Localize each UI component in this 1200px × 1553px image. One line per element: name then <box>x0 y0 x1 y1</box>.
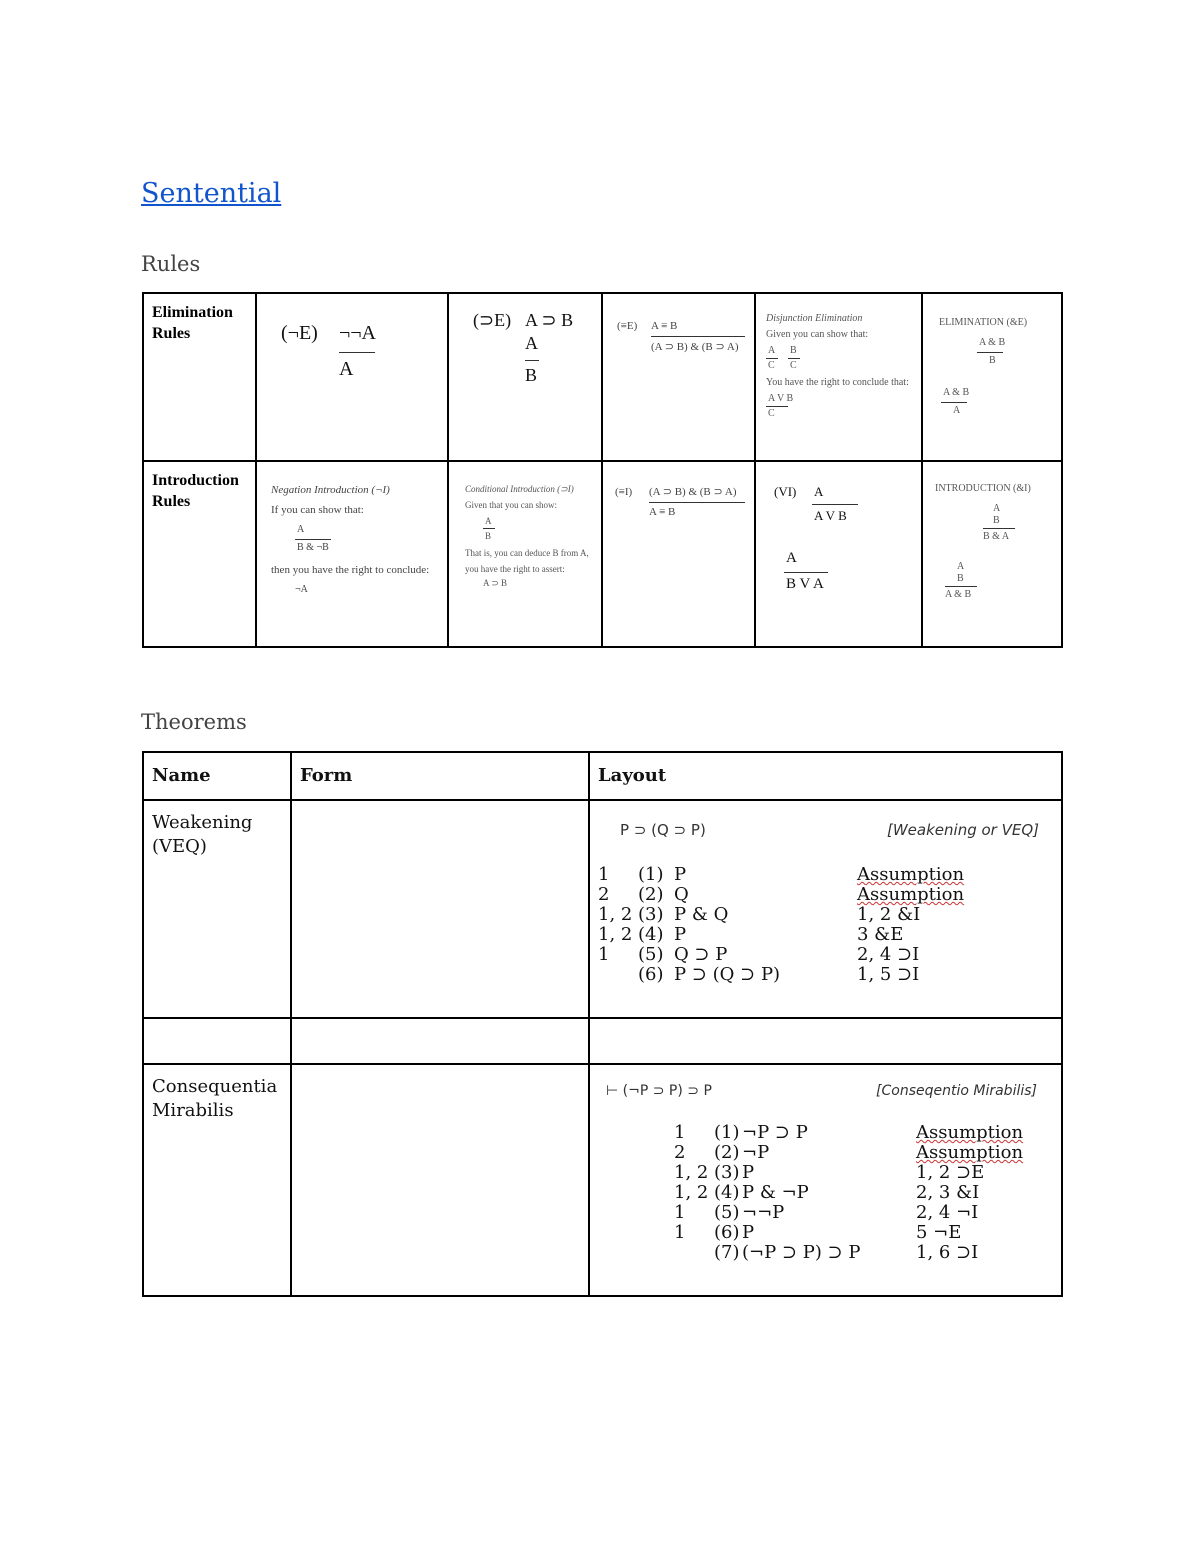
conj-intro-title: INTRODUCTION (&I) <box>935 483 1031 494</box>
consequentia-layout-cell <box>589 1064 1062 1296</box>
consequentia-proof-deps <box>674 1143 714 1163</box>
weakening-proof-formula-text: P <box>674 924 687 945</box>
disj-elim-line1: Given you can show that: <box>766 329 869 340</box>
bicond-elim-premise: A ≡ B <box>651 320 678 332</box>
weakening-proof-formula <box>674 965 857 985</box>
disj-elim-rule <box>764 302 913 452</box>
weakening-proof-formula-text: Q ⊃ P <box>674 944 728 965</box>
weakening-proof-deps-text: 1, 2 <box>598 904 633 925</box>
disj-intro-tag: (VI) <box>774 484 797 499</box>
consequentia-proof-justification-text: 5 ¬E <box>916 1222 962 1243</box>
weakening-proof-line-number <box>638 945 674 965</box>
weakening-proof-line-number-text: (4) <box>638 924 664 945</box>
name-column-header: Name <box>143 752 291 800</box>
weakening-name: Weakening (VEQ) <box>152 812 253 857</box>
consequentia-proof-line <box>674 1183 1004 1203</box>
disj-intro-c2: B V A <box>786 576 824 592</box>
neg-intro-title: Negation Introduction (¬I) <box>271 484 390 496</box>
weakening-proof-line <box>598 905 950 925</box>
cond-intro-line1: Given that you can show: <box>465 500 557 510</box>
conj-elim-bar1 <box>977 352 1003 353</box>
cond-intro-p2: B <box>485 531 492 541</box>
neg-intro-line2: then you have the right to conclude: <box>271 564 430 576</box>
weakening-proof-line-number-text: (1) <box>638 864 664 885</box>
consequentia-proof-formula-text: ¬P <box>742 1142 770 1163</box>
consequentia-proof-justification <box>916 1122 1024 1143</box>
conj-intro-p1: A <box>993 503 1001 514</box>
weakening-form-cell <box>291 800 589 1018</box>
conj-intro-bar1 <box>983 528 1015 529</box>
neg-intro-cell <box>256 461 448 647</box>
consequentia-proof-line-number-text: (5) <box>714 1202 740 1223</box>
disj-elim-line2: You have the right to conclude that: <box>766 377 909 388</box>
consequentia-proof-line-number-text: (7) <box>714 1242 740 1263</box>
weakening-proof-line <box>598 885 950 905</box>
weakening-proof-formula-text: P & Q <box>674 904 729 925</box>
consequentia-proof-deps-text: 1 <box>674 1202 686 1223</box>
neg-intro-line1: If you can show that: <box>271 504 364 516</box>
disj-intro-p2: A <box>786 550 797 566</box>
cond-intro-line3: you have the right to assert: <box>465 564 565 574</box>
weakening-proof-deps <box>598 965 638 985</box>
weakening-proof-formula-text: P <box>674 864 687 885</box>
rules-heading: Rules <box>141 252 201 276</box>
bicond-intro-conclusion: A ≡ B <box>649 506 676 518</box>
conj-elim-cell <box>922 293 1062 461</box>
consequentia-proof-justification <box>916 1163 1004 1183</box>
disj-elim-p2b: C <box>790 360 797 371</box>
weakening-proof-justification-text: Assumption <box>857 884 965 905</box>
weakening-proof-line-number <box>638 885 674 905</box>
consequentia-proof-line <box>674 1143 1004 1163</box>
empty-name-cell <box>143 1018 291 1064</box>
consequentia-proof-deps-text: 2 <box>674 1142 686 1163</box>
consequentia-proof-line-number <box>714 1243 742 1263</box>
weakening-layout-cell <box>589 800 1062 1018</box>
cond-intro-p1: A <box>485 516 492 526</box>
weakening-proof-line-number-text: (2) <box>638 884 664 905</box>
cond-elim-premise1: A ⊃ B <box>525 310 574 330</box>
consequentia-proof-line-number <box>714 1203 742 1223</box>
conj-elim-title: ELIMINATION (&E) <box>939 317 1028 328</box>
cond-intro-line2: That is, you can deduce B from A, <box>465 548 589 558</box>
weakening-proof-line-number <box>638 905 674 925</box>
weakening-proof-line <box>598 965 950 985</box>
consequentia-proof-formula-text: (¬P ⊃ P) ⊃ P <box>742 1242 861 1263</box>
disj-elim-title: Disjunction Elimination <box>766 313 863 324</box>
disj-intro-bar2 <box>784 572 828 573</box>
consequentia-proof-deps <box>674 1243 714 1263</box>
weakening-proof-deps-text: 1, 2 <box>598 924 633 945</box>
consequentia-proof-justification <box>916 1243 1004 1263</box>
consequentia-proof-justification-text: 2, 3 &I <box>916 1182 980 1203</box>
consequentia-proof-justification <box>916 1183 1004 1203</box>
bicond-elim-rule <box>611 302 746 452</box>
disj-intro-c1: A V B <box>814 508 847 523</box>
empty-row <box>143 1018 1062 1064</box>
consequentia-proof-formula <box>742 1163 916 1183</box>
cond-intro-conclusion: A ⊃ B <box>483 578 508 588</box>
empty-layout-cell <box>589 1018 1062 1064</box>
weakening-proof-justification <box>857 864 965 885</box>
theorems-heading: Theorems <box>141 710 247 734</box>
cond-intro-rule <box>457 470 593 638</box>
weakening-proof-justification <box>857 925 950 945</box>
conj-intro-p2: B <box>993 515 1000 526</box>
cond-elim-rule <box>457 302 593 452</box>
layout-column-header: Layout <box>589 752 1062 800</box>
weakening-proof-deps <box>598 905 638 925</box>
weakening-proof-line <box>598 945 950 965</box>
weakening-proof <box>598 864 965 985</box>
consequentia-formula: ⊢ (¬P ⊃ P) ⊃ P <box>606 1083 712 1099</box>
weakening-proof-deps-text: 1 <box>598 944 610 965</box>
consequentia-proof-formula <box>742 1223 916 1243</box>
weakening-proof-deps <box>598 865 638 885</box>
consequentia-row <box>143 1064 1062 1296</box>
weakening-proof-justification <box>857 905 950 925</box>
consequentia-proof-deps-text: 1 <box>674 1222 686 1243</box>
weakening-tag: [Weakening or VEQ] <box>887 821 1039 839</box>
consequentia-proof-justification-text: 1, 6 ⊃I <box>916 1242 979 1263</box>
introduction-row <box>143 461 1062 647</box>
consequentia-proof-justification-text: Assumption <box>916 1122 1024 1143</box>
weakening-proof-formula <box>674 925 857 945</box>
cond-elim-conclusion: B <box>525 365 538 385</box>
weakening-proof-deps <box>598 945 638 965</box>
consequentia-proof-formula <box>742 1243 916 1263</box>
weakening-proof-line-number-text: (6) <box>638 964 664 985</box>
neg-intro-p2: B & ¬B <box>297 542 329 553</box>
weakening-proof-formula <box>674 905 857 925</box>
neg-elim-bar <box>339 352 375 353</box>
disj-intro-p1: A <box>814 484 824 499</box>
consequentia-proof-justification-text: 2, 4 ¬I <box>916 1202 979 1223</box>
consequentia-proof-line-number-text: (3) <box>714 1162 740 1183</box>
conj-intro-bar2 <box>945 586 977 587</box>
neg-elim-conclusion: A <box>339 358 354 380</box>
theorems-table <box>142 751 1063 1297</box>
neg-intro-conclusion: ¬A <box>295 584 308 595</box>
weakening-proof-formula <box>674 865 857 885</box>
disj-elim-cell <box>755 293 922 461</box>
weakening-row <box>143 800 1062 1018</box>
consequentia-proof-deps-text: 1, 2 <box>674 1182 709 1203</box>
weakening-formula: P ⊃ (Q ⊃ P) <box>620 821 706 839</box>
conj-intro-cell <box>922 461 1062 647</box>
elimination-rules-label: Elimination Rules <box>152 304 233 342</box>
weakening-proof-justification-text: 1, 2 &I <box>857 904 921 925</box>
consequentia-proof-formula-text: ¬¬P <box>742 1202 785 1223</box>
consequentia-proof-formula-text: P <box>742 1162 755 1183</box>
disj-elim-p1b: C <box>768 360 775 371</box>
bicond-intro-rule <box>611 470 746 638</box>
consequentia-proof-deps-text: 1 <box>674 1122 686 1143</box>
weakening-proof-justification <box>857 965 950 985</box>
conj-elim-c1: B <box>989 355 996 366</box>
bicond-elim-bar <box>651 336 745 337</box>
weakening-proof-deps-text: 1 <box>598 864 610 885</box>
conj-elim-bar2 <box>941 402 967 403</box>
disj-intro-bar1 <box>812 504 858 505</box>
consequentia-proof-deps <box>674 1183 714 1203</box>
disj-elim-c2: C <box>768 408 775 419</box>
consequentia-proof-line-number <box>714 1163 742 1183</box>
weakening-proof-formula-text: Q <box>674 884 689 905</box>
elimination-row <box>143 293 1062 461</box>
consequentia-proof-justification <box>916 1223 1004 1243</box>
weakening-proof-deps <box>598 885 638 905</box>
bicond-intro-premise: (A ⊃ B) & (B ⊃ A) <box>649 486 737 498</box>
introduction-label-cell <box>143 461 256 647</box>
consequentia-proof-deps <box>674 1123 714 1143</box>
consequentia-form-cell <box>291 1064 589 1296</box>
conj-elim-p1: A & B <box>979 337 1006 348</box>
consequentia-proof-deps <box>674 1163 714 1183</box>
consequentia-proof-formula-text: ¬P ⊃ P <box>742 1122 808 1143</box>
weakening-proof-line-number-text: (5) <box>638 944 664 965</box>
consequentia-proof-formula <box>742 1203 916 1223</box>
bicond-intro-cell <box>602 461 755 647</box>
neg-elim-rule <box>265 302 439 452</box>
consequentia-proof-line-number <box>714 1143 742 1163</box>
consequentia-proof-line <box>674 1163 1004 1183</box>
consequentia-proof-justification <box>916 1142 1024 1163</box>
consequentia-tag: [Conseqentio Mirabilis] <box>876 1083 1037 1099</box>
cond-elim-tag: (⊃E) <box>473 310 512 330</box>
weakening-proof-header <box>598 811 1053 839</box>
consequentia-proof-line-number-text: (2) <box>714 1142 740 1163</box>
consequentia-proof-formula <box>742 1123 916 1143</box>
consequentia-proof-justification <box>916 1203 1004 1223</box>
weakening-proof-justification-text: 3 &E <box>857 924 904 945</box>
conj-intro-c2: A & B <box>945 589 972 600</box>
disj-intro-cell <box>755 461 922 647</box>
consequentia-proof-justification-text: 1, 2 ⊃E <box>916 1162 985 1183</box>
consequentia-proof-line <box>674 1203 1004 1223</box>
consequentia-proof-formula <box>742 1183 916 1203</box>
consequentia-proof-line-number <box>714 1183 742 1203</box>
neg-elim-premise: ¬¬A <box>339 322 377 344</box>
neg-intro-p1: A <box>297 524 305 535</box>
consequentia-proof-line-number <box>714 1223 742 1243</box>
disj-intro-rule <box>764 470 913 638</box>
bicond-intro-bar <box>649 502 745 503</box>
document-title-link[interactable]: Sentential <box>141 178 282 209</box>
consequentia-proof-line-number-text: (6) <box>714 1222 740 1243</box>
consequentia-proof-justification-text: Assumption <box>916 1142 1024 1163</box>
consequentia-proof-deps <box>674 1223 714 1243</box>
consequentia-proof-deps-text: 1, 2 <box>674 1162 709 1183</box>
consequentia-proof-deps <box>674 1203 714 1223</box>
weakening-proof-justification-text: Assumption <box>857 864 965 885</box>
weakening-proof-justification <box>857 945 950 965</box>
conj-intro-rule <box>931 470 1053 638</box>
theorems-header-row <box>143 752 1062 800</box>
consequentia-proof-line <box>674 1223 1004 1243</box>
weakening-proof-formula <box>674 885 857 905</box>
weakening-proof-formula-text: P ⊃ (Q ⊃ P) <box>674 964 781 985</box>
weakening-proof-justification-text: 2, 4 ⊃I <box>857 944 920 965</box>
weakening-proof-line-number <box>638 965 674 985</box>
consequentia-proof-formula-text: P & ¬P <box>742 1182 809 1203</box>
rules-table <box>142 292 1063 648</box>
conj-intro-c1: B & A <box>983 531 1010 542</box>
neg-intro-rule <box>265 470 439 638</box>
consequentia-proof-line <box>674 1123 1004 1143</box>
consequentia-proof-formula-text: P <box>742 1222 755 1243</box>
weakening-proof-line-number-text: (3) <box>638 904 664 925</box>
bicond-elim-conclusion: (A ⊃ B) & (B ⊃ A) <box>651 341 739 353</box>
weakening-proof-line-number <box>638 865 674 885</box>
weakening-proof-deps-text: 2 <box>598 884 610 905</box>
disj-elim-p1a: A <box>768 345 776 356</box>
weakening-proof-justification <box>857 884 965 905</box>
cond-intro-title: Conditional Introduction (⊃I) <box>465 484 574 494</box>
elimination-label-cell <box>143 293 256 461</box>
consequentia-proof-formula <box>742 1143 916 1163</box>
weakening-proof-deps <box>598 925 638 945</box>
consequentia-proof-line-number-text: (1) <box>714 1122 740 1143</box>
bicond-intro-tag: (≡I) <box>615 486 633 498</box>
conj-elim-c2: A <box>953 405 961 416</box>
conj-elim-rule <box>931 302 1053 452</box>
conj-intro-p3: A <box>957 561 965 572</box>
neg-elim-tag: (¬E) <box>281 322 318 344</box>
weakening-proof-formula <box>674 945 857 965</box>
introduction-rules-label: Introduction Rules <box>152 472 239 510</box>
consequentia-proof-line-number <box>714 1123 742 1143</box>
weakening-proof-line-number <box>638 925 674 945</box>
form-column-header: Form <box>291 752 589 800</box>
bicond-elim-cell <box>602 293 755 461</box>
neg-elim-cell <box>256 293 448 461</box>
consequentia-name: Consequentia Mirabilis <box>152 1076 278 1121</box>
cond-elim-bar <box>525 360 539 361</box>
consequentia-proof-header <box>598 1075 1053 1099</box>
disj-elim-p2a: B <box>790 345 797 356</box>
consequentia-proof <box>674 1122 1024 1263</box>
weakening-proof-justification-text: 1, 5 ⊃I <box>857 964 920 985</box>
cond-elim-cell <box>448 293 602 461</box>
conj-elim-p2: A & B <box>943 387 970 398</box>
consequentia-proof-line <box>674 1243 1004 1263</box>
weakening-proof-line <box>598 865 950 885</box>
consequentia-proof-line-number-text: (4) <box>714 1182 740 1203</box>
cond-intro-cell <box>448 461 602 647</box>
empty-form-cell <box>291 1018 589 1064</box>
conj-intro-p4: B <box>957 573 964 584</box>
bicond-elim-tag: (≡E) <box>617 320 638 332</box>
cond-elim-premise2: A <box>525 333 538 353</box>
disj-elim-c1: A V B <box>768 393 794 404</box>
weakening-proof-line <box>598 925 950 945</box>
